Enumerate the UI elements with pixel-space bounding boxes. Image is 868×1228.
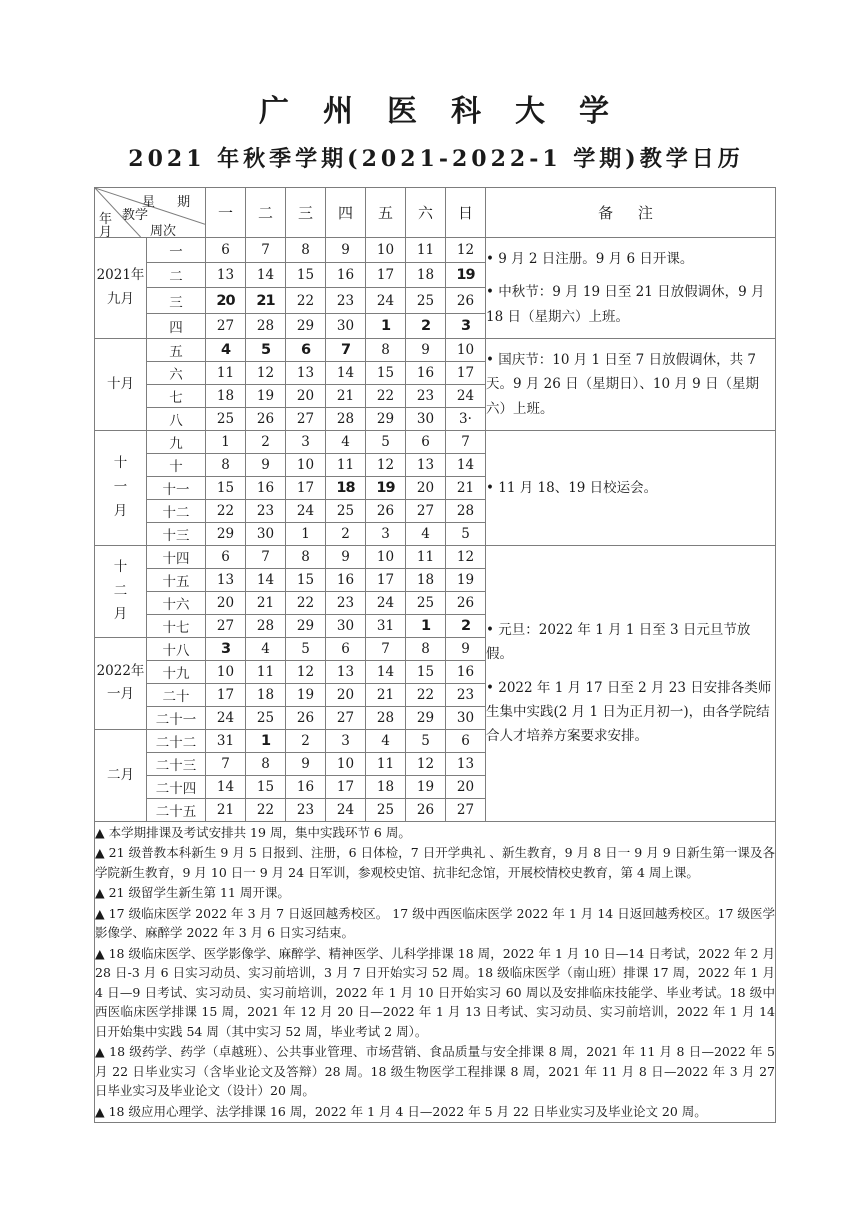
- month-label-line: 二月: [107, 766, 134, 783]
- date-cell: 1: [286, 522, 326, 545]
- month-label-line: 月: [113, 606, 128, 623]
- date-cell: 11: [406, 545, 446, 568]
- date-cell: 13: [446, 752, 486, 775]
- date-cell: 1: [406, 614, 446, 637]
- remark-item: • 中秋节：9 月 19 日至 21 日放假调休，9 月 18 日（星期六）上班。: [486, 284, 765, 325]
- footnotes-row: [95, 821, 776, 1123]
- remarks-cell: [486, 238, 776, 339]
- date-cell: 18: [206, 384, 246, 407]
- date-cell: 8: [366, 338, 406, 361]
- date-cell: 22: [206, 499, 246, 522]
- month-label-line: 十月: [107, 375, 134, 392]
- date-cell: 9: [326, 545, 366, 568]
- teaching-week-cell: 十: [147, 453, 206, 476]
- month-cell: [95, 338, 147, 430]
- date-cell: 22: [286, 288, 326, 313]
- date-cell: 16: [326, 263, 366, 288]
- month-label-line: 二: [113, 582, 128, 599]
- date-cell: 29: [286, 614, 326, 637]
- date-cell: 18: [366, 775, 406, 798]
- date-cell: 6: [446, 729, 486, 752]
- date-cell: 21: [246, 288, 286, 313]
- date-cell: 18: [406, 263, 446, 288]
- teaching-week-cell: 十五: [147, 568, 206, 591]
- date-cell: 1: [206, 430, 246, 453]
- date-cell: 20: [446, 775, 486, 798]
- date-cell: 13: [206, 568, 246, 591]
- date-cell: 26: [366, 499, 406, 522]
- date-cell: 5: [246, 338, 286, 361]
- calendar-subtitle: 2021 年秋季学期(2021-2022-1 学期)教学日历: [128, 146, 744, 172]
- date-cell: 16: [246, 476, 286, 499]
- date-cell: 27: [206, 614, 246, 637]
- date-cell: 14: [366, 660, 406, 683]
- month-cell: [95, 238, 147, 339]
- date-cell: 30: [326, 313, 366, 338]
- date-cell: 8: [286, 238, 326, 263]
- date-cell: 20: [326, 683, 366, 706]
- date-cell: 25: [246, 706, 286, 729]
- date-cell: 19: [286, 683, 326, 706]
- month-label-line: 一: [113, 479, 128, 496]
- corner-label-weekday: 星 期: [142, 195, 200, 210]
- day-header-wed: 三: [286, 188, 326, 238]
- corner-label-month: 月: [99, 225, 113, 240]
- teaching-week-cell: 二十三: [147, 752, 206, 775]
- remarks-cell: [486, 430, 776, 545]
- date-cell: 28: [366, 706, 406, 729]
- date-cell: 28: [246, 614, 286, 637]
- date-cell: 28: [446, 499, 486, 522]
- date-cell: 17: [366, 568, 406, 591]
- date-cell: 15: [286, 568, 326, 591]
- date-cell: 29: [366, 407, 406, 430]
- date-cell: 28: [246, 313, 286, 338]
- date-cell: 5: [446, 522, 486, 545]
- date-cell: 26: [246, 407, 286, 430]
- date-cell: 17: [206, 683, 246, 706]
- date-cell: 13: [406, 453, 446, 476]
- day-header-mon: 一: [206, 188, 246, 238]
- day-header-sat: 六: [406, 188, 446, 238]
- date-cell: 26: [286, 706, 326, 729]
- date-cell: 16: [286, 775, 326, 798]
- date-cell: 23: [326, 591, 366, 614]
- date-cell: 10: [326, 752, 366, 775]
- date-cell: 29: [406, 706, 446, 729]
- month-label-line: 九月: [107, 290, 134, 307]
- date-cell: 7: [246, 238, 286, 263]
- date-cell: 16: [326, 568, 366, 591]
- month-label-line: 2021年: [96, 267, 145, 284]
- date-cell: 30: [246, 522, 286, 545]
- remark-item: • 9 月 2 日注册。9 月 6 日开课。: [486, 251, 694, 267]
- date-cell: 7: [446, 430, 486, 453]
- date-cell: 4: [406, 522, 446, 545]
- date-cell: 9: [246, 453, 286, 476]
- date-cell: 16: [446, 660, 486, 683]
- date-cell: 19: [446, 568, 486, 591]
- corner-label-year: 年: [99, 212, 113, 227]
- date-cell: 25: [366, 798, 406, 821]
- day-header-thu: 四: [326, 188, 366, 238]
- day-header-fri: 五: [366, 188, 406, 238]
- date-cell: 25: [326, 499, 366, 522]
- date-cell: 6: [406, 430, 446, 453]
- date-cell: 11: [366, 752, 406, 775]
- date-cell: 22: [406, 683, 446, 706]
- footnote-item: ▲ 21 级留学生新生第 11 周开课。: [95, 885, 290, 901]
- teaching-week-cell: 二十五: [147, 798, 206, 821]
- teaching-week-cell: 六: [147, 361, 206, 384]
- date-cell: 14: [446, 453, 486, 476]
- date-cell: 4: [206, 338, 246, 361]
- university-title: 广州医科大学: [259, 94, 643, 129]
- date-cell: 9: [446, 637, 486, 660]
- teaching-week-cell: 二十四: [147, 775, 206, 798]
- footnotes-cell: [95, 821, 776, 1123]
- teaching-week-cell: 三: [147, 288, 206, 313]
- date-cell: 30: [406, 407, 446, 430]
- date-cell: 9: [326, 238, 366, 263]
- date-cell: 23: [246, 499, 286, 522]
- date-cell: 29: [286, 313, 326, 338]
- date-cell: 6: [286, 338, 326, 361]
- date-cell: 11: [406, 238, 446, 263]
- calendar-week-row: [95, 545, 776, 568]
- calendar-week-row: [95, 338, 776, 361]
- date-cell: 12: [366, 453, 406, 476]
- teaching-week-cell: 十六: [147, 591, 206, 614]
- teaching-week-cell: 五: [147, 338, 206, 361]
- footnote-item: ▲ 17 级临床医学 2022 年 3 月 7 日返回越秀校区。 17 级中西医临床医学 2022 年 1 月 14 日返回越秀校区。17 级医学影像学、麻醉学 2022 年 3 月 6 日实习结束。: [95, 905, 775, 941]
- date-cell: 25: [406, 288, 446, 313]
- date-cell: 10: [446, 338, 486, 361]
- date-cell: 8: [206, 453, 246, 476]
- date-cell: 15: [406, 660, 446, 683]
- date-cell: 4: [326, 430, 366, 453]
- teaching-week-cell: 四: [147, 313, 206, 338]
- month-cell: [95, 729, 147, 821]
- date-cell: 2: [326, 522, 366, 545]
- date-cell: 20: [406, 476, 446, 499]
- calendar-week-row: [95, 430, 776, 453]
- date-cell: 14: [326, 361, 366, 384]
- date-cell: 19: [446, 263, 486, 288]
- date-cell: 25: [206, 407, 246, 430]
- date-cell: 24: [366, 591, 406, 614]
- date-cell: 6: [206, 545, 246, 568]
- date-cell: 6: [326, 637, 366, 660]
- date-cell: 30: [326, 614, 366, 637]
- footnote-item: ▲ 18 级药学、药学（卓越班）、公共事业管理、市场营销、食品质量与安全排课 8 周，2021 年 11 月 8 日—2022 年 5 月 22 日毕业实习（含毕业论文及答辩）28 周。18 级生物医学工程排课 8 周，2021 年 11 月 8 日—2022 年 3 月 27 日毕业实习及毕业论文（设计）20 周。: [95, 1044, 775, 1099]
- date-cell: 12: [446, 545, 486, 568]
- date-cell: 18: [246, 683, 286, 706]
- date-cell: 3·: [446, 407, 486, 430]
- date-cell: 17: [326, 775, 366, 798]
- month-label-line: 一月: [107, 686, 134, 703]
- calendar-week-row: [95, 238, 776, 263]
- date-cell: 23: [446, 683, 486, 706]
- date-cell: 4: [366, 729, 406, 752]
- date-cell: 12: [286, 660, 326, 683]
- date-cell: 17: [286, 476, 326, 499]
- month-label-line: 十: [113, 455, 128, 472]
- date-cell: 23: [406, 384, 446, 407]
- month-cell: [95, 545, 147, 637]
- month-cell: [95, 430, 147, 545]
- date-cell: 7: [366, 637, 406, 660]
- date-cell: 13: [206, 263, 246, 288]
- date-cell: 3: [326, 729, 366, 752]
- teaching-week-cell: 十四: [147, 545, 206, 568]
- teaching-week-cell: 八: [147, 407, 206, 430]
- teaching-calendar-table: [94, 187, 776, 1123]
- remark-item: • 2022 年 1 月 17 日至 2 月 23 日安排各类师生集中实践(2 月 1 日为正月初一)，由各学院结合人才培养方案要求安排。: [486, 679, 772, 745]
- date-cell: 14: [206, 775, 246, 798]
- remark-item: • 11 月 18、19 日校运会。: [486, 479, 658, 496]
- teaching-week-cell: 十三: [147, 522, 206, 545]
- date-cell: 15: [366, 361, 406, 384]
- teaching-week-cell: 二十一: [147, 706, 206, 729]
- teaching-week-cell: 十一: [147, 476, 206, 499]
- date-cell: 2: [406, 313, 446, 338]
- date-cell: 26: [406, 798, 446, 821]
- day-header-tue: 二: [246, 188, 286, 238]
- month-cell: [95, 637, 147, 729]
- table-header-row: [95, 188, 776, 238]
- date-cell: 12: [246, 361, 286, 384]
- teaching-week-cell: 十九: [147, 660, 206, 683]
- month-label-line: 十: [113, 558, 128, 575]
- date-cell: 27: [206, 313, 246, 338]
- teaching-week-cell: 一: [147, 238, 206, 263]
- date-cell: 31: [366, 614, 406, 637]
- date-cell: 11: [246, 660, 286, 683]
- date-cell: 15: [206, 476, 246, 499]
- date-cell: 16: [406, 361, 446, 384]
- teaching-week-cell: 二十二: [147, 729, 206, 752]
- remark-item: • 元旦：2022 年 1 月 1 日至 3 日元旦节放假。: [486, 622, 751, 663]
- date-cell: 19: [246, 384, 286, 407]
- date-cell: 1: [366, 313, 406, 338]
- footnote-item: ▲ 本学期排课及考试安排共 19 周，集中实践环节 6 周。: [95, 824, 411, 840]
- date-cell: 7: [246, 545, 286, 568]
- date-cell: 14: [246, 263, 286, 288]
- date-cell: 24: [446, 384, 486, 407]
- date-cell: 13: [286, 361, 326, 384]
- date-cell: 15: [246, 775, 286, 798]
- date-cell: 5: [406, 729, 446, 752]
- date-cell: 2: [246, 430, 286, 453]
- date-cell: 3: [206, 637, 246, 660]
- date-cell: 7: [326, 338, 366, 361]
- date-cell: 17: [446, 361, 486, 384]
- date-cell: 21: [246, 591, 286, 614]
- teaching-week-cell: 二: [147, 263, 206, 288]
- date-cell: 12: [446, 238, 486, 263]
- date-cell: 24: [326, 798, 366, 821]
- date-cell: 10: [366, 238, 406, 263]
- teaching-week-cell: 九: [147, 430, 206, 453]
- date-cell: 11: [206, 361, 246, 384]
- date-cell: 8: [286, 545, 326, 568]
- date-cell: 24: [286, 499, 326, 522]
- remarks-cell: [486, 338, 776, 430]
- date-cell: 22: [246, 798, 286, 821]
- remarks-header: 备 注: [486, 188, 776, 238]
- corner-label-week-number: 周次: [150, 224, 177, 239]
- date-cell: 22: [286, 591, 326, 614]
- date-cell: 11: [326, 453, 366, 476]
- date-cell: 9: [286, 752, 326, 775]
- remarks-cell: [486, 545, 776, 821]
- remark-item: • 国庆节：10 月 1 日至 7 日放假调休，共 7 天。9 月 26 日（星期日）、10 月 9 日（星期六）上班。: [486, 351, 760, 417]
- date-cell: 26: [446, 288, 486, 313]
- date-cell: 14: [246, 568, 286, 591]
- day-header-sun: 日: [446, 188, 486, 238]
- date-cell: 28: [326, 407, 366, 430]
- date-cell: 22: [366, 384, 406, 407]
- date-cell: 26: [446, 591, 486, 614]
- footnote-item: ▲ 18 级应用心理学、法学排课 16 周，2022 年 1 月 4 日—2022 年 5 月 22 日毕业实习及毕业论文 20 周。: [95, 1103, 707, 1119]
- teaching-week-cell: 十二: [147, 499, 206, 522]
- date-cell: 4: [246, 637, 286, 660]
- teaching-week-cell: 七: [147, 384, 206, 407]
- date-cell: 18: [406, 568, 446, 591]
- date-cell: 24: [206, 706, 246, 729]
- date-cell: 1: [246, 729, 286, 752]
- date-cell: 30: [446, 706, 486, 729]
- date-cell: 12: [406, 752, 446, 775]
- date-cell: 21: [206, 798, 246, 821]
- date-cell: 15: [286, 263, 326, 288]
- date-cell: 3: [446, 313, 486, 338]
- date-cell: 8: [246, 752, 286, 775]
- teaching-week-cell: 十七: [147, 614, 206, 637]
- date-cell: 27: [326, 706, 366, 729]
- date-cell: 23: [326, 288, 366, 313]
- date-cell: 19: [406, 775, 446, 798]
- month-label-line: 月: [113, 502, 128, 519]
- date-cell: 21: [366, 683, 406, 706]
- corner-label-teaching: 教学: [122, 208, 149, 223]
- date-cell: 27: [286, 407, 326, 430]
- date-cell: 5: [286, 637, 326, 660]
- date-cell: 20: [206, 288, 246, 313]
- date-cell: 3: [286, 430, 326, 453]
- date-cell: 2: [446, 614, 486, 637]
- date-cell: 13: [326, 660, 366, 683]
- footnote-item: ▲ 18 级临床医学、医学影像学、麻醉学、精神医学、儿科学排课 18 周，2022 年 1 月 10 日—14 日考试，2022 年 2 月 28 日-3 月 6 日实习动员、实习前培训，3 月 7 日开始实习 52 周。18 级临床医学（南山班）排课 17 周，2022 年 1 月 4 日—9 日考试、实习动员、实习前培训，2022 年 1 月 10 日开始实习 60 周以及安排临床技能学、毕业考试。18 级中西医临床医学排课 15 周，2021 年 12 月 20 日—2022 年 1 月 13 日考试、实习动员、实习前培训，2022 年 1 月 14 日开始集中实践 54 周（其中实习 52 周，毕业考试 2 周）。: [95, 945, 775, 1039]
- date-cell: 27: [406, 499, 446, 522]
- date-cell: 10: [206, 660, 246, 683]
- teaching-week-cell: 十八: [147, 637, 206, 660]
- date-cell: 20: [206, 591, 246, 614]
- date-cell: 10: [286, 453, 326, 476]
- date-cell: 9: [406, 338, 446, 361]
- date-cell: 7: [206, 752, 246, 775]
- date-cell: 29: [206, 522, 246, 545]
- date-cell: 19: [366, 476, 406, 499]
- date-cell: 31: [206, 729, 246, 752]
- date-cell: 3: [366, 522, 406, 545]
- date-cell: 23: [286, 798, 326, 821]
- date-cell: 8: [406, 637, 446, 660]
- date-cell: 2: [286, 729, 326, 752]
- date-cell: 27: [446, 798, 486, 821]
- date-cell: 5: [366, 430, 406, 453]
- date-cell: 17: [366, 263, 406, 288]
- date-cell: 24: [366, 288, 406, 313]
- date-cell: 18: [326, 476, 366, 499]
- date-cell: 21: [446, 476, 486, 499]
- month-label-line: 2022年: [96, 662, 145, 679]
- date-cell: 10: [366, 545, 406, 568]
- date-cell: 21: [326, 384, 366, 407]
- date-cell: 6: [206, 238, 246, 263]
- date-cell: 25: [406, 591, 446, 614]
- date-cell: 20: [286, 384, 326, 407]
- teaching-week-cell: 二十: [147, 683, 206, 706]
- corner-header-cell: [95, 188, 206, 238]
- footnote-item: ▲ 21 级普教本科新生 9 月 5 日报到、注册，6 日体检，7 日开学典礼 、新生教育，9 月 8 日一 9 月 9 日新生第一课及各学院新生教育，9 月 10 日一 9 月 24 日军训，参观校史馆、抗非纪念馆，开展校情校史教育，第 4 周上课。: [95, 845, 775, 880]
